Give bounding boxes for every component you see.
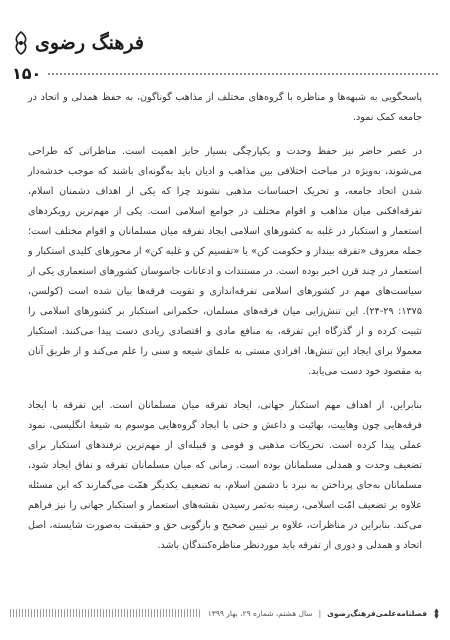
journal-emblem-icon bbox=[433, 608, 440, 619]
journal-logo-text: فرهنگ‌ رضوی bbox=[35, 32, 144, 54]
journal-logo bbox=[12, 30, 144, 56]
paragraph: در عصر حاضر نیز حفظ وحدت و یکپارچگی بسیار حایز اهمیت است. مناظراتی که طراحی می‌شوند، به‌ویژه در مباحث اختلافی بین مذاهب و ادیان باید به‌گونه‌ای باشند که موجب خدشه‌دار شدن اتحاد جامعه، و تحریک احساسات مذهبی نشوند چرا که یکی از اهداف دشمنان اسلام، تفرقه‌افکنی میان مذاهب و اقوام مختلف در جوامع اسلامی است. یکی از مهم‌ترین رویکردهای استعمار و استکبار در غلبه به کشورهای اسلامی ایجاد تفرقه میان مسلمانان و اقوام مختلف است؛ جمله معروف «تفرقه بینداز و حکومت کن» یا «تقسیم کن و غلبه کن» از محورهای کلیدی استکبار و استعمار در چند قرن اخیر بوده است. در مستندات و ادعانات جاسوسان کشورهای استعماری یکی از سیاست‌های مهم در کشورهای اسلامی تفرقه‌اندازی و تقویت فرقه‌ها بیان شده است (کولسن، ۱۳۷۵: ۲۹-۲۴). این تنش‌زایی میان فرقه‌های مسلمان، حکمرانی استکبار بر کشورهای اسلامی را تثبیت کرده و از گذرگاه این تفرقه، به منافع مادی و اقتصادی زیادی دست پیدا می‌کنند. استکبار معمولا برای ایجاد این تنش‌ها، افرادی مستی به علمای شیعه و سنی را علم می‌کند و از طریق آنان به مقصود خود دست می‌یابد. bbox=[28, 146, 422, 377]
page-footer bbox=[10, 606, 440, 620]
paragraph: بنابراین، از اهداف مهم استکبار جهانی، ایجاد تفرقه میان مسلمانان است. این تفرقه با ایجاد فرقه‌هایی چون وهابیت، بهائیت و داعش و حتی با ایجاد گروه‌هایی موسوم به شیعهٔ انگلیسی، نمود عملی پیدا کرده است. تحریکات مذهبی و قومی و قبیله‌ای از مهم‌ترین ترفندهای استکبار برای تضعیف وحدت و همدلی مسلمانان بوده است. زمانی که میان مسلمانان تفرقه و نفاق ایجاد شود، مسلمانان به‌جای پرداختن به نبرد با دشمن اسلام، به تضعیف یکدیگر همّت می‌گمارند که این مسئله علاوه بر تضعیف امّت اسلامی، زمینه به‌ثمر رسیدن نقشه‌های استعمار و استکبار جهانی را نیز فراهم می‌کند. بنابراین در مناظرات، علاوه بر تبیین صحیح و بازگویی حق و حقیقت به‌صورت شایسته، اصل اتحاد و همدلی و دوری از تفرقه باید موردنظر مناظره‌کنندگان باشد. bbox=[28, 400, 422, 551]
footer-issue-info: سال هشتم، شماره ۲۹، بهار ۱۳۹۹ bbox=[207, 608, 313, 618]
footer-journal-name: فصلنامه‌علمی‌فرهنگ‌رضوی bbox=[327, 608, 427, 618]
footer-separator: | bbox=[318, 608, 322, 618]
paragraph: پاسخگویی به شبهه‌ها و مناظره با گروه‌های مختلف از مذاهب گوناگون، به حفظ همدلی و اتحاد در جامعه کمک نمود. bbox=[28, 92, 422, 123]
footer-divider bbox=[10, 609, 202, 617]
logo-emblem-icon bbox=[12, 31, 30, 55]
header-divider bbox=[48, 73, 438, 75]
body-text bbox=[28, 88, 422, 570]
page-number: ۱۵۰ bbox=[12, 64, 42, 83]
